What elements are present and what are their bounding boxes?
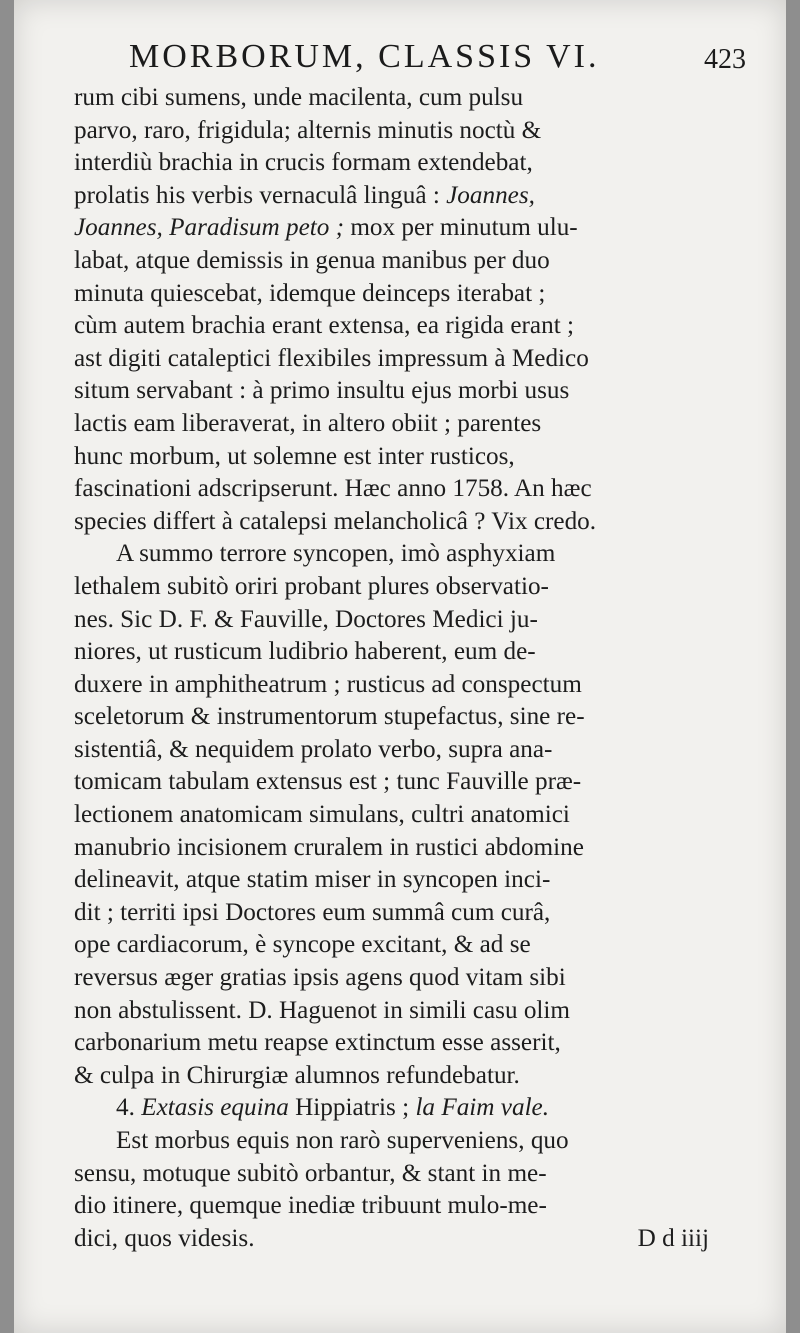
text-segment: dici, quos videsis. — [74, 1224, 255, 1252]
text-line: A summo terrore syncopen, imò asphyxiam — [116, 540, 556, 568]
text-line: lectionem anatomicam simulans, cultri anatomici — [74, 801, 570, 829]
text-line: & culpa in Chirurgiæ alumnos refundebatur. — [74, 1061, 520, 1089]
text-line: sceletorum & instrumentorum stupefactus, sine re- — [74, 703, 585, 731]
text-line: parvo, raro, frigidula; alternis minutis noctù & — [74, 116, 542, 144]
text-line — [74, 1223, 769, 1256]
text-line: sensu, motuque subitò orbantur, & stant in me- — [74, 1159, 547, 1187]
text-line: carbonarium metu reapse extinctum esse asserit, — [74, 1029, 561, 1057]
text-line: species differt à catalepsi melancholicâ ? Vix credo. — [74, 507, 597, 535]
text-line: Est morbus equis non rarò superveniens, quo — [116, 1127, 569, 1154]
book-page — [14, 0, 786, 1333]
text-line: duxere in amphitheatrum ; rusticus ad conspectum — [74, 670, 582, 698]
text-line: hunc morbum, ut solemne est inter rusticos, — [74, 442, 515, 470]
text-line: niores, ut rusticum ludibrio haberent, eum de- — [74, 638, 536, 666]
text-line: dit ; territi ipsi Doctores eum summâ cum curâ, — [74, 898, 551, 926]
italic-segment: Joannes, Paradisum peto ; — [74, 214, 345, 242]
text-line: dio itinere, quemque inediæ tribuunt mulo-me- — [74, 1192, 547, 1220]
section-vernacular: la Faim vale. — [415, 1094, 550, 1122]
text-line: non abstulissent. D. Haguenot in simili casu olim — [74, 996, 571, 1024]
text-line: interdiù brachia in crucis formam extendebat, — [74, 149, 533, 177]
page-header — [129, 38, 756, 82]
running-title: MORBORUM, CLASSIS VI. — [129, 38, 600, 75]
body-text — [74, 82, 769, 1255]
text-segment: mox per minutum ulu- — [350, 214, 578, 242]
text-line: delineavit, atque statim miser in syncopen inci- — [74, 866, 551, 894]
text-line: cùm autem brachia erant extensa, ea rigida erant ; — [74, 312, 574, 340]
page-number: 423 — [704, 44, 746, 75]
section-title: Extasis equina — [141, 1094, 289, 1122]
text-line — [74, 212, 769, 245]
text-line — [74, 180, 769, 213]
text-line: lactis eam liberaverat, in altero obiit ; parentes — [74, 409, 542, 437]
section-source: Hippiatris ; — [295, 1094, 410, 1122]
text-line: ast digiti cataleptici flexibiles impressum à Medico — [74, 344, 589, 372]
section-heading — [74, 1092, 769, 1125]
text-line: lethalem subitò oriri probant plures observatio- — [74, 572, 549, 600]
text-line: reversus æger gratias ipsis agens quod vitam sibi — [74, 964, 566, 992]
text-line: fascinationi adscripserunt. Hæc anno 1758. An hæc — [74, 475, 592, 503]
text-line: rum cibi sumens, unde macilenta, cum pulsu — [74, 84, 524, 111]
text-line: labat, atque demissis in genua manibus per duo — [74, 246, 550, 274]
text-line: nes. Sic D. F. & Fauville, Doctores Medici ju- — [74, 605, 538, 633]
signature-mark: D d iiij — [637, 1224, 709, 1252]
text-line: sistentiâ, & nequidem prolato verbo, supra ana- — [74, 735, 553, 763]
text-line: minuta quiescebat, idemque deinceps iterabat ; — [74, 279, 546, 307]
italic-segment: Joannes, — [446, 181, 535, 209]
text-line: situm servabant : à primo insultu ejus morbi usus — [74, 377, 570, 405]
text-line: ope cardiacorum, è syncope excitant, & ad se — [74, 931, 531, 959]
text-line: tomicam tabulam extensus est ; tunc Fauville præ- — [74, 768, 582, 796]
section-number: 4. — [116, 1094, 135, 1122]
text-segment: prolatis his verbis vernaculâ linguâ : — [74, 181, 440, 209]
text-line: manubrio incisionem cruralem in rustici abdomine — [74, 833, 584, 861]
